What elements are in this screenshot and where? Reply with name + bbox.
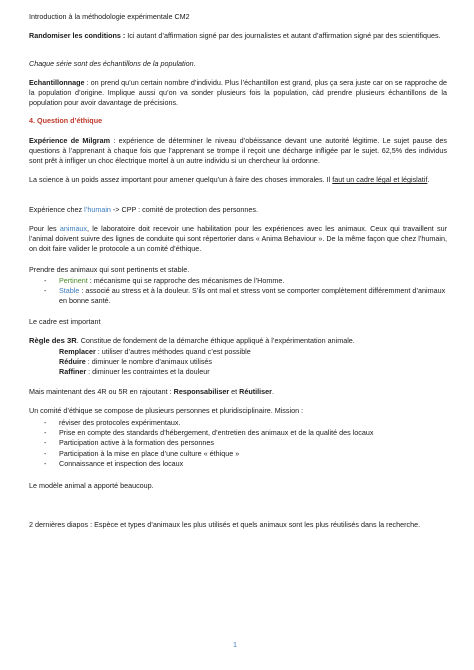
- page-number: 1: [233, 640, 237, 649]
- para-4r5r-text: Mais maintenant des 4R ou 5R en rajoutant :: [29, 387, 174, 396]
- term-reduire: Réduire: [59, 357, 86, 367]
- term-pertinent: Pertinent: [59, 276, 88, 285]
- para-science-end: .: [427, 175, 430, 184]
- term-3r: Règle des 3R: [29, 336, 77, 345]
- para-echantillonnage-text: : on prend qu’un certain nombre d’individu. Plus l’échantillon est grand, plus ça sera juste car on se rapproche de la population d’origine. Implique aussi qu’on va sonder plusieurs fois la population, càd prendre plusieurs échantillons de la population pour avoir davantage de précisions.: [29, 78, 447, 108]
- term-echantillonnage: Echantillonnage: [29, 78, 85, 87]
- list-item-text: : associé au stress et à la douleur. S’ils ont mal et stress vont se comporter complètement différemment d’animaux en bonne santé.: [59, 286, 446, 306]
- highlight-animaux: animaux: [59, 224, 88, 233]
- para-science-text: La science à un poids assez important pour amener quelqu’un à faire des choses immorales. Il: [29, 175, 333, 184]
- list-item: [29, 286, 447, 306]
- legal-frame: faut un cadre légal et législatif: [332, 175, 428, 184]
- term-milgram: Expérience de Milgram: [29, 136, 110, 145]
- para-science: [29, 175, 447, 185]
- para-milgram: [29, 136, 447, 167]
- para-3r: [29, 336, 447, 346]
- para-humain-after: -> CPP : comité de protection des personnes.: [110, 205, 259, 214]
- para-randomiser-text: Ici autant d’affirmation signé par des journalistes et autant d’affirmation signé par des scientifiques.: [125, 31, 441, 40]
- para-randomiser: [29, 31, 447, 41]
- list-item-text: : diminuer le nombre d’animaux utilisés: [85, 357, 213, 367]
- list-item: [29, 367, 447, 377]
- para-modele: Le modèle animal a apporté beaucoup.: [29, 481, 154, 490]
- term-reutiliser: Réutiliser: [239, 387, 272, 396]
- term-randomiser: Randomiser les conditions :: [29, 31, 126, 40]
- para-animaux-after: , le laboratoire doit recevoir une habilitation pour les expériences avec les animaux. Ceux qui travaillent sur l’animal doivent suivre des lignes de conduite qui sont répertorier dans « Anima Behaviour ». De la même façon que chez l’humain, on doit faire valider le protocole a un comité d’éthique.: [29, 224, 447, 254]
- para-prendre: Prendre des animaux qui sont pertinents et stable.: [29, 265, 190, 274]
- term-responsabiliser: Responsabiliser: [173, 387, 230, 396]
- para-echantillonnage: [29, 78, 447, 109]
- para-serie: Chaque série sont des échantillons de la population.: [29, 59, 196, 68]
- list-item: [29, 276, 447, 286]
- para-diapos: 2 dernières diapos : Espèce et types d’animaux les plus utilisés et quels animaux sont les plus réutilisés dans la recherche.: [29, 520, 421, 529]
- list-item: [29, 357, 447, 367]
- list-missions: [29, 418, 447, 469]
- highlight-humain: l’humain: [84, 205, 111, 214]
- para-animaux: [29, 224, 447, 255]
- term-stable: Stable: [59, 286, 80, 296]
- section-title: 4. Question d’éthique: [29, 116, 103, 125]
- list-criteria: [29, 276, 447, 307]
- list-item: - réviser des protocoles expérimentaux.: [29, 418, 447, 428]
- list-item-text: : diminuer les contraintes et la douleur: [86, 367, 210, 377]
- para-4r5r-end: .: [271, 387, 274, 396]
- term-remplacer: Remplacer: [59, 347, 96, 356]
- para-animaux-before: Pour les: [29, 224, 60, 233]
- list-item: [29, 347, 447, 357]
- para-3r-text: . Constitue de fondement de la démarche éthique appliqué à l’expérimentation animale.: [76, 336, 355, 345]
- doc-header: Introduction à la méthodologie expérimentale CM2: [29, 12, 190, 21]
- list-item: - Connaissance et inspection des locaux: [29, 459, 447, 469]
- para-humain-before: Expérience chez: [29, 205, 85, 214]
- para-4r5r-mid: et: [229, 387, 240, 396]
- list-item: - Prise en compte des standards d’hébergement, d’entretien des animaux et de la qualité des locaux: [29, 428, 447, 438]
- para-comite: Un comité d’éthique se compose de plusieurs personnes et pluridisciplinaire. Mission :: [29, 406, 304, 415]
- list-item: - Participation à la mise en place d’une culture « éthique »: [29, 449, 447, 459]
- para-milgram-text: : expérience de déterminer le niveau d’obéissance devant une autorité légitime. Le sujet pause des questions à l’apprenant à chaque fois que l’apprenant se trompe il reçoit une décharge infligée par le sujet. 62,5% des individus sont prêt à infliger un choc électrique mortel à un autre individu si un chercheur lui ordonne.: [29, 136, 447, 166]
- list-item: - Participation active à la formation des personnes: [29, 438, 447, 448]
- para-4r5r: [29, 387, 447, 397]
- list-item-text: : utiliser d’autres méthodes quand c’est possible: [95, 347, 251, 356]
- list-3r: [29, 347, 447, 378]
- list-item-text: : mécanisme qui se rapproche des mécanismes de l’Homme.: [87, 276, 285, 285]
- para-cadre: Le cadre est important: [29, 317, 101, 326]
- para-humain: [29, 205, 447, 215]
- term-raffiner: Raffiner: [59, 367, 87, 377]
